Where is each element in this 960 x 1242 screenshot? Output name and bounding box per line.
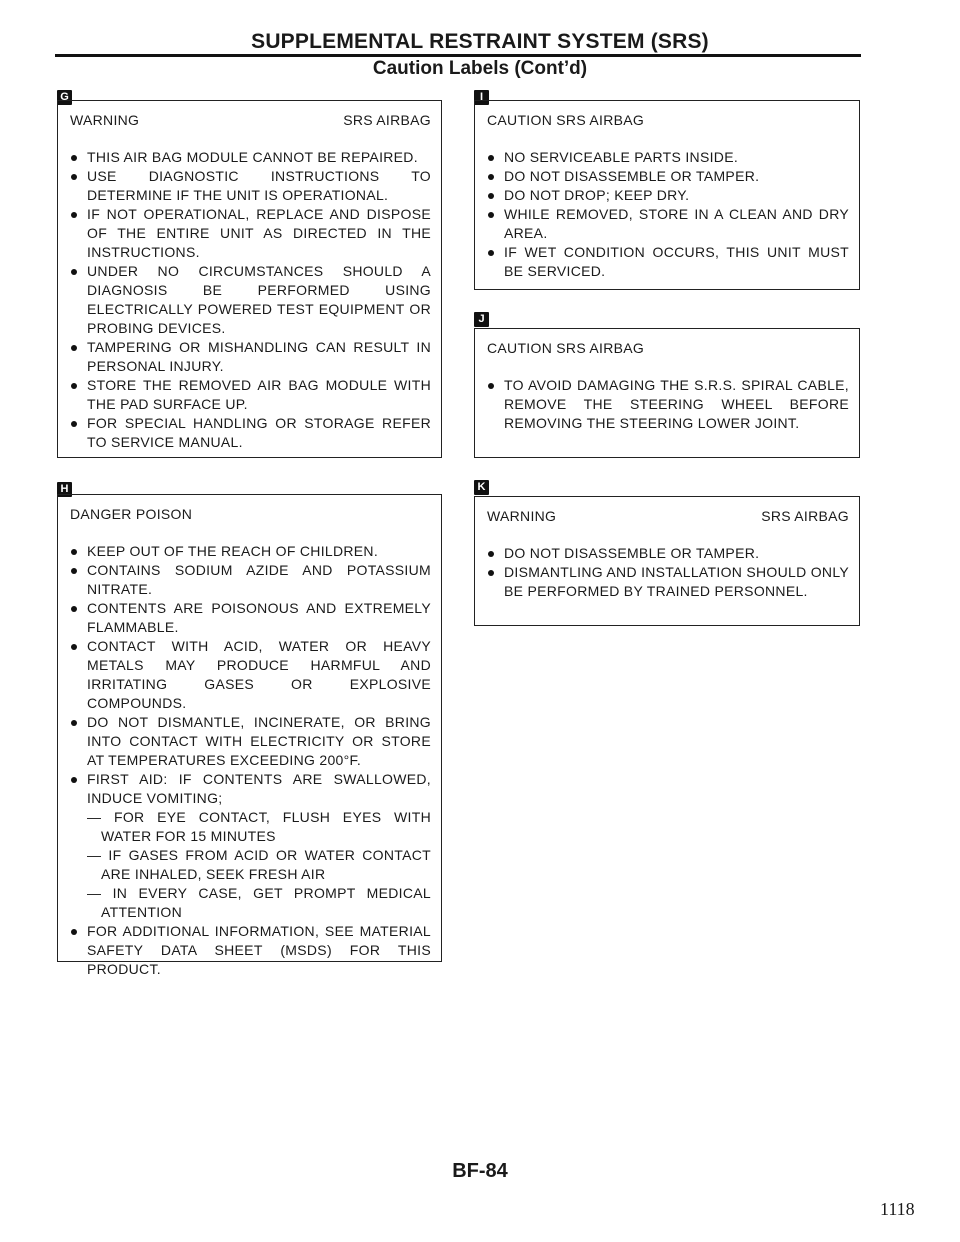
warning-srs-airbag-label-g bbox=[57, 100, 442, 458]
list-item: FOR ADDITIONAL INFORMATION, SEE MATERIAL SAFETY DATA SHEET (MSDS) FOR THIS PRODUCT. bbox=[70, 922, 431, 979]
first-aid-eye-contact: — FOR EYE CONTACT, FLUSH EYES WITH WATER FOR 15 MINUTES bbox=[87, 809, 431, 844]
label-i-marker: I bbox=[474, 90, 489, 105]
warning-srs-airbag-label-k bbox=[474, 496, 860, 626]
label-heading-right: SRS AIRBAG bbox=[343, 112, 431, 128]
list-item: IF NOT OPERATIONAL, REPLACE AND DISPOSE OF THE ENTIRE UNIT AS DIRECTED IN THE INSTRUCTIONS. bbox=[70, 205, 431, 262]
page-title: SUPPLEMENTAL RESTRAINT SYSTEM (SRS) bbox=[251, 30, 709, 53]
first-aid-medical: — IN EVERY CASE, GET PROMPT MEDICAL ATTENTION bbox=[87, 885, 431, 920]
label-items bbox=[70, 542, 431, 979]
list-item: THIS AIR BAG MODULE CANNOT BE REPAIRED. bbox=[70, 148, 431, 167]
page-subtitle: Caution Labels (Cont’d) bbox=[372, 58, 588, 79]
label-items bbox=[487, 376, 849, 433]
label-heading bbox=[487, 507, 849, 526]
label-j-marker: J bbox=[474, 312, 489, 327]
danger-poison-label-h bbox=[57, 494, 442, 977]
list-item: DO NOT DISASSEMBLE OR TAMPER. bbox=[487, 167, 849, 186]
title-rule bbox=[55, 54, 861, 57]
label-items bbox=[487, 148, 849, 281]
list-item: DO NOT DISASSEMBLE OR TAMPER. bbox=[487, 544, 849, 563]
label-items bbox=[70, 148, 431, 452]
label-heading bbox=[70, 111, 431, 130]
first-aid-intro: FIRST AID: IF CONTENTS ARE SWALLOWED, INDUCE VOMITING; bbox=[87, 771, 431, 806]
first-aid-item bbox=[70, 770, 431, 922]
label-k-marker: K bbox=[474, 480, 489, 495]
label-heading-left: CAUTION SRS AIRBAG bbox=[487, 112, 645, 128]
list-item: DO NOT DISMANTLE, INCINERATE, OR BRING INTO CONTACT WITH ELECTRICITY OR STORE AT TEMPERATURES EXCEEDING 200°F. bbox=[70, 713, 431, 770]
list-item: USE DIAGNOSTIC INSTRUCTIONS TO DETERMINE IF THE UNIT IS OPERATIONAL. bbox=[70, 167, 431, 205]
list-item: NO SERVICEABLE PARTS INSIDE. bbox=[487, 148, 849, 167]
label-h-marker: H bbox=[57, 482, 72, 497]
label-heading-left: CAUTION SRS AIRBAG bbox=[487, 340, 645, 356]
list-item: DISMANTLING AND INSTALLATION SHOULD ONLY BE PERFORMED BY TRAINED PERSONNEL. bbox=[487, 563, 849, 601]
label-heading bbox=[487, 339, 849, 358]
list-item: CONTENTS ARE POISONOUS AND EXTREMELY FLAMMABLE. bbox=[70, 599, 431, 637]
label-heading-left: DANGER POISON bbox=[70, 506, 193, 522]
list-item: TO AVOID DAMAGING THE S.R.S. SPIRAL CABLE, REMOVE THE STEERING WHEEL BEFORE REMOVING THE STEERING LOWER JOINT. bbox=[487, 376, 849, 433]
list-item: WHILE REMOVED, STORE IN A CLEAN AND DRY AREA. bbox=[487, 205, 849, 243]
label-items bbox=[487, 544, 849, 601]
list-item: KEEP OUT OF THE REACH OF CHILDREN. bbox=[70, 542, 431, 561]
list-item: TAMPERING OR MISHANDLING CAN RESULT IN PERSONAL INJURY. bbox=[70, 338, 431, 376]
side-page-number: 1118 bbox=[880, 1199, 915, 1219]
first-aid-gases: — IF GASES FROM ACID OR WATER CONTACT ARE INHALED, SEEK FRESH AIR bbox=[87, 847, 431, 882]
list-item: CONTACT WITH ACID, WATER OR HEAVY METALS MAY PRODUCE HARMFUL AND IRRITATING GASES OR EXPLOSIVE COMPOUNDS. bbox=[70, 637, 431, 713]
list-item: FOR SPECIAL HANDLING OR STORAGE REFER TO SERVICE MANUAL. bbox=[70, 414, 431, 452]
list-item: UNDER NO CIRCUMSTANCES SHOULD A DIAGNOSIS BE PERFORMED USING ELECTRICALLY POWERED TEST EQUIPMENT OR PROBING DEVICES. bbox=[70, 262, 431, 338]
label-heading bbox=[70, 505, 431, 524]
label-g-marker: G bbox=[57, 90, 72, 105]
list-item: IF WET CONDITION OCCURS, THIS UNIT MUST BE SERVICED. bbox=[487, 243, 849, 281]
label-heading bbox=[487, 111, 849, 130]
label-heading-left: WARNING bbox=[487, 508, 557, 524]
list-item: DO NOT DROP; KEEP DRY. bbox=[487, 186, 849, 205]
caution-srs-airbag-label-j bbox=[474, 328, 860, 458]
label-heading-right: SRS AIRBAG bbox=[761, 508, 849, 524]
list-item: CONTAINS SODIUM AZIDE AND POTASSIUM NITRATE. bbox=[70, 561, 431, 599]
list-item: STORE THE REMOVED AIR BAG MODULE WITH THE PAD SURFACE UP. bbox=[70, 376, 431, 414]
caution-srs-airbag-label-i bbox=[474, 100, 860, 290]
label-heading-left: WARNING bbox=[70, 112, 140, 128]
page-number: BF-84 bbox=[452, 1160, 508, 1182]
